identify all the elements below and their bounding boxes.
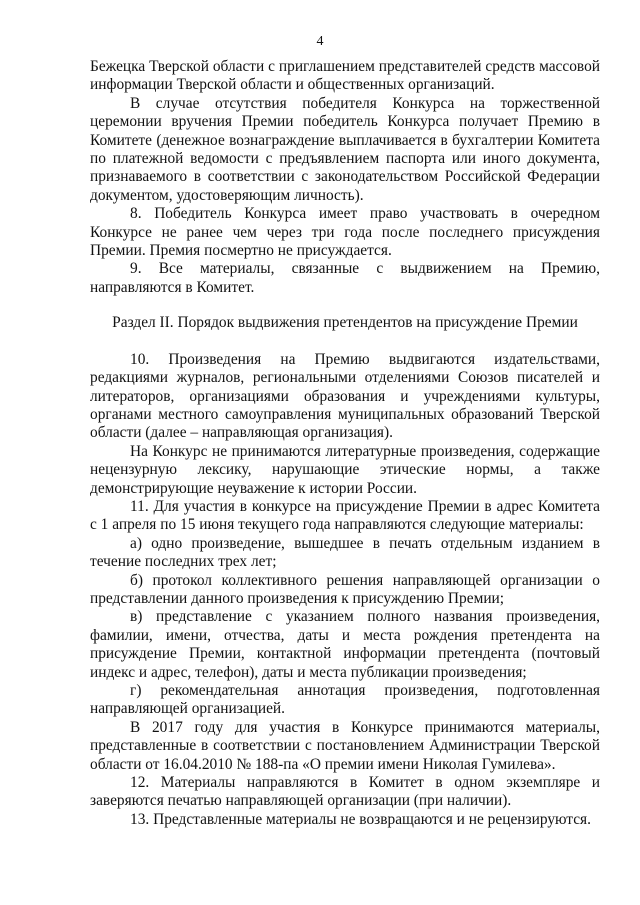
paragraph: 13. Представленные материалы не возвращаются и не рецензируются. <box>130 810 591 828</box>
paragraph: 8. Победитель Конкурса имеет право участвовать в очередном Конкурсе не ранее чем через три года после последнего присуждения Премии. Премия посмертно не присуждается. <box>90 205 600 260</box>
list-item: б) протокол коллективного решения направляющей организации о представлении данного произведения к присуждению Премии; <box>90 571 600 607</box>
paragraph: На Конкурс не принимаются литературные произведения, содержащие нецензурную лексику, нарушающие этические нормы, а также демонстрирующие неуважение к истории России. <box>90 442 600 497</box>
paragraph: 10. Произведения на Премию выдвигаются издательствами, редакциями журналов, региональными отделениями Союзов писателей и литераторов, организациями образования и учреждениями культуры, органами местного самоуправления муниципальных образований Тверской области (далее – направляющая организация). <box>90 350 600 442</box>
paragraph: В 2017 году для участия в Конкурсе принимаются материалы, представленные в соответствии с постановлением Администрации Тверской области от 16.04.2010 № 188-па «О премии имени Николая Гумилева». <box>90 718 600 773</box>
section-heading: Раздел II. Порядок выдвижения претендентов на присуждение Премии <box>112 314 578 332</box>
page-number: 4 <box>316 34 324 49</box>
paragraph: 9. Все материалы, связанные с выдвижением на Премию, направляются в Комитет. <box>90 260 600 296</box>
document-body <box>90 58 600 829</box>
list-item: а) одно произведение, вышедшее в печать отдельным изданием в течение последних трех лет; <box>90 534 600 571</box>
list-item: г) рекомендательная аннотация произведения, подготовленная направляющей организацией. <box>90 682 600 718</box>
paragraph: Бежецка Тверской области с приглашением представителей средств массовой информации Тверской области и общественных организаций. <box>90 58 600 94</box>
paragraph: 11. Для участия в конкурсе на присуждение Премии в адрес Комитета с 1 апреля по 15 июня текущего года направляются следующие материалы: <box>90 497 600 534</box>
paragraph: 12. Материалы направляются в Комитет в одном экземпляре и заверяются печатью направляющей организации (при наличии). <box>90 774 600 810</box>
paragraph: В случае отсутствия победителя Конкурса на торжественной церемонии вручения Премии победитель Конкурса получает Премию в Комитете (денежное вознаграждение выплачивается в бухгалтерии Комитета по платежной ведомости с предъявлением паспорта или иного документа, признаваемого в соответствии с законодательством Российской Федерации документом, удостоверяющим личность). <box>90 94 600 204</box>
list-item: в) представление с указанием полного названия произведения, фамилии, имени, отчества, даты и места рождения претендента на присуждение Премии, контактной информации претендента (почтовый индекс и адрес, телефон), даты и места публикации произведения; <box>90 608 600 681</box>
